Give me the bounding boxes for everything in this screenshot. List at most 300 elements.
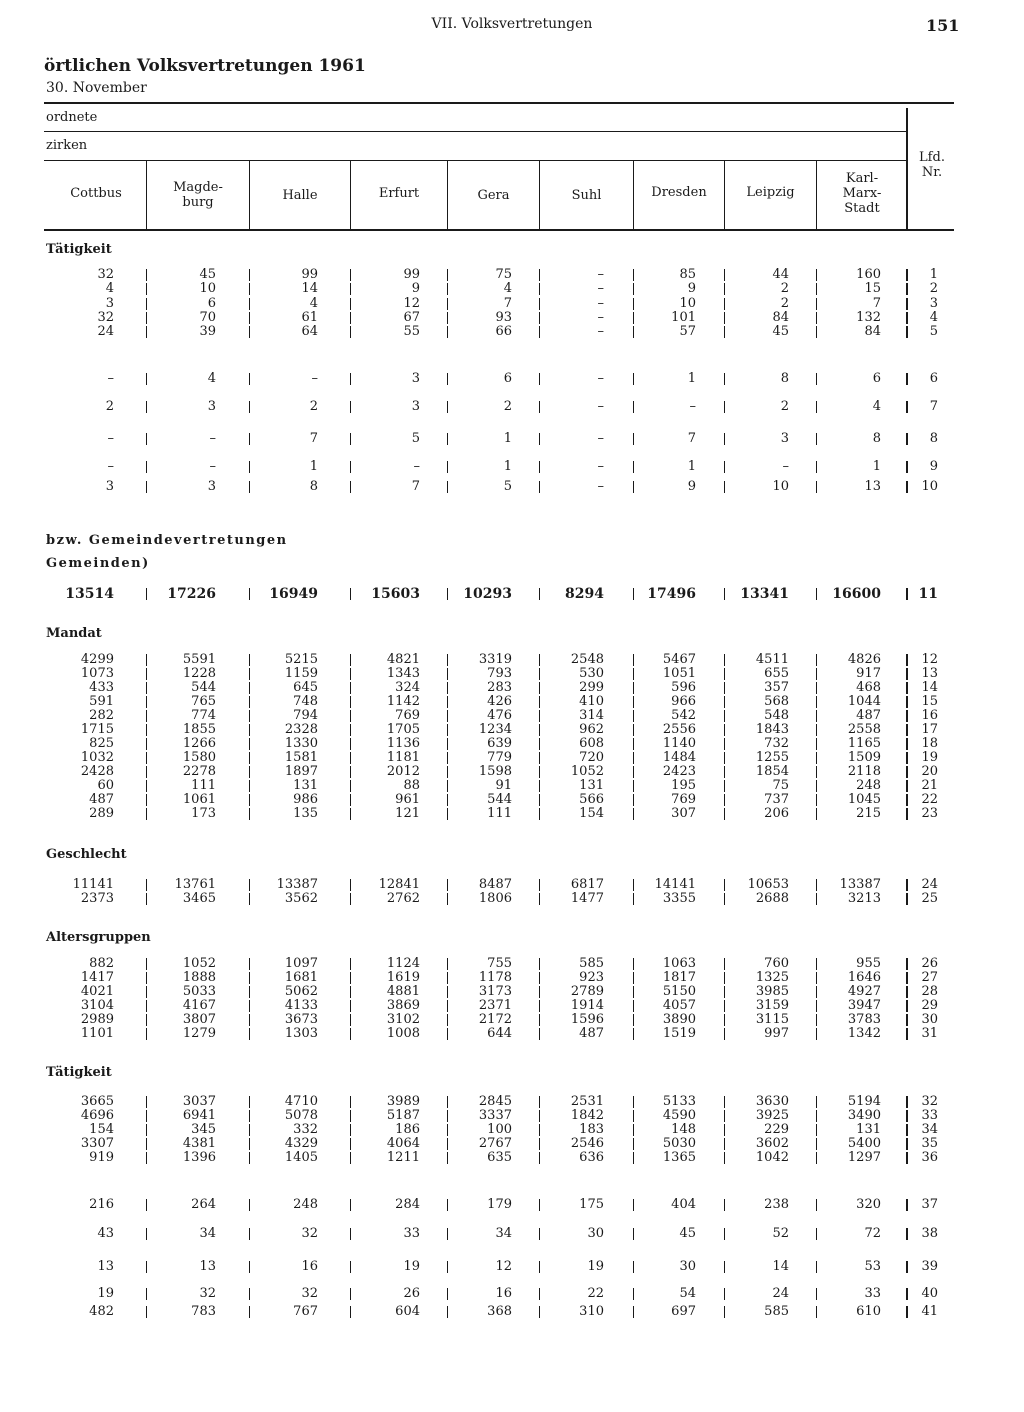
column-divider bbox=[539, 1124, 540, 1136]
column-divider bbox=[816, 1199, 817, 1211]
table-cell: 404 bbox=[671, 1197, 696, 1212]
column-divider bbox=[539, 808, 540, 820]
table-cell: 111 bbox=[487, 806, 512, 821]
table-cell: 14141 bbox=[654, 877, 696, 892]
column-divider bbox=[816, 1110, 817, 1122]
row-number: 15 bbox=[921, 694, 938, 709]
column-divider bbox=[249, 269, 250, 281]
column-divider bbox=[724, 1288, 725, 1300]
column-divider bbox=[633, 283, 634, 295]
table-cell: 3630 bbox=[755, 1094, 789, 1109]
section-label-gemeindevertretungen: bzw. Gemeindevertretungen bbox=[46, 533, 288, 548]
column-divider bbox=[146, 972, 147, 984]
table-cell: 1008 bbox=[386, 1026, 420, 1041]
table-cell: 1063 bbox=[662, 956, 696, 971]
column-divider-lfd bbox=[906, 752, 908, 764]
col-header-suhl: Suhl bbox=[571, 188, 602, 203]
table-cell: 1646 bbox=[847, 970, 881, 985]
table-cell: 11141 bbox=[72, 877, 114, 892]
column-divider bbox=[633, 1261, 634, 1273]
table-cell: – bbox=[597, 371, 604, 386]
table-cell: 1279 bbox=[182, 1026, 216, 1041]
table-cell: 3783 bbox=[847, 1012, 881, 1027]
column-divider bbox=[447, 481, 448, 493]
row-number: 7 bbox=[929, 399, 938, 414]
table-cell: 737 bbox=[764, 792, 789, 807]
table-cell: 1165 bbox=[847, 736, 881, 751]
table-cell: 216 bbox=[89, 1197, 114, 1212]
column-divider-lfd bbox=[906, 481, 908, 493]
table-cell: 17496 bbox=[647, 586, 696, 602]
table-cell: 1181 bbox=[386, 750, 420, 765]
column-divider bbox=[249, 1288, 250, 1300]
column-divider-lfd bbox=[906, 1288, 908, 1300]
table-cell: 195 bbox=[671, 778, 696, 793]
column-divider bbox=[249, 738, 250, 750]
column-divider bbox=[146, 752, 147, 764]
table-cell: 3465 bbox=[182, 891, 216, 906]
table-cell: 720 bbox=[579, 750, 604, 765]
table-cell: – bbox=[597, 267, 604, 282]
column-divider bbox=[724, 668, 725, 680]
column-divider bbox=[539, 401, 540, 413]
column-divider bbox=[447, 1124, 448, 1136]
table-cell: 10293 bbox=[463, 586, 512, 602]
table-cell: 645 bbox=[293, 680, 318, 695]
column-divider-lfd bbox=[906, 766, 908, 778]
table-cell: 75 bbox=[772, 778, 789, 793]
column-divider bbox=[146, 794, 147, 806]
column-divider bbox=[146, 588, 147, 600]
table-cell: 3 bbox=[411, 371, 420, 386]
table-cell: 1097 bbox=[284, 956, 318, 971]
column-divider bbox=[633, 682, 634, 694]
column-divider bbox=[539, 1288, 540, 1300]
column-divider bbox=[633, 1288, 634, 1300]
table-cell: 1806 bbox=[478, 891, 512, 906]
table-cell: 1061 bbox=[182, 792, 216, 807]
table-cell: 75 bbox=[495, 267, 512, 282]
table-cell: 32 bbox=[97, 310, 114, 325]
column-divider bbox=[447, 958, 448, 970]
header-bottom-rule bbox=[44, 229, 954, 231]
column-divider bbox=[146, 780, 147, 792]
column-divider bbox=[816, 373, 817, 385]
table-cell: 16600 bbox=[832, 586, 881, 602]
column-divider bbox=[816, 401, 817, 413]
table-row bbox=[0, 723, 1024, 737]
column-divider bbox=[724, 893, 725, 905]
table-cell: 4021 bbox=[80, 984, 114, 999]
column-divider bbox=[447, 752, 448, 764]
column-divider bbox=[633, 433, 634, 445]
section-label-taetigkeit-1: Tätigkeit bbox=[46, 242, 112, 257]
table-cell: 468 bbox=[856, 680, 881, 695]
column-divider bbox=[724, 588, 725, 600]
column-divider bbox=[539, 766, 540, 778]
column-divider-lfd bbox=[906, 588, 908, 600]
table-row bbox=[0, 400, 1024, 414]
table-cell: 962 bbox=[579, 722, 604, 737]
row-number: 16 bbox=[921, 708, 938, 723]
row-number: 28 bbox=[921, 984, 938, 999]
table-cell: 3 bbox=[411, 399, 420, 414]
column-divider bbox=[249, 696, 250, 708]
table-cell: 100 bbox=[487, 1122, 512, 1137]
column-divider bbox=[447, 298, 448, 310]
table-row bbox=[0, 1027, 1024, 1041]
column-divider bbox=[539, 958, 540, 970]
column-divider bbox=[539, 696, 540, 708]
column-divider bbox=[249, 298, 250, 310]
table-cell: 3490 bbox=[847, 1108, 881, 1123]
table-cell: 8 bbox=[780, 371, 789, 386]
column-divider bbox=[146, 668, 147, 680]
col-header-halle: Halle bbox=[282, 188, 318, 203]
column-divider bbox=[539, 986, 540, 998]
table-row bbox=[0, 779, 1024, 793]
table-cell: 10 bbox=[772, 479, 789, 494]
column-divider bbox=[724, 1138, 725, 1150]
row-number: 39 bbox=[921, 1259, 938, 1274]
column-divider bbox=[724, 1199, 725, 1211]
table-cell: 1 bbox=[872, 459, 881, 474]
table-cell: 2328 bbox=[284, 722, 318, 737]
table-cell: 7 bbox=[503, 296, 512, 311]
table-cell: 2 bbox=[780, 296, 789, 311]
table-cell: 568 bbox=[764, 694, 789, 709]
column-divider bbox=[816, 668, 817, 680]
table-cell: 4381 bbox=[182, 1136, 216, 1151]
table-cell: 4696 bbox=[80, 1108, 114, 1123]
table-cell: 14 bbox=[772, 1259, 789, 1274]
table-cell: 2 bbox=[105, 399, 114, 414]
column-divider bbox=[350, 481, 351, 493]
column-divider bbox=[350, 958, 351, 970]
column-divider bbox=[249, 283, 250, 295]
table-cell: 6817 bbox=[570, 877, 604, 892]
table-cell: 4821 bbox=[386, 652, 420, 667]
col-header-leipzig: Leipzig bbox=[746, 185, 795, 200]
column-divider bbox=[633, 461, 634, 473]
column-divider-lfd bbox=[906, 879, 908, 891]
column-divider bbox=[539, 724, 540, 736]
column-divider bbox=[249, 780, 250, 792]
row-number: 17 bbox=[921, 722, 938, 737]
table-cell: 5 bbox=[411, 431, 420, 446]
table-cell: 1 bbox=[309, 459, 318, 474]
table-cell: 4710 bbox=[284, 1094, 318, 1109]
table-cell: 1 bbox=[687, 371, 696, 386]
column-divider bbox=[447, 879, 448, 891]
table-cell: 91 bbox=[495, 778, 512, 793]
table-cell: 45 bbox=[679, 1226, 696, 1241]
column-divider bbox=[249, 808, 250, 820]
column-divider bbox=[539, 738, 540, 750]
column-divider bbox=[350, 654, 351, 666]
column-divider bbox=[350, 893, 351, 905]
row-number: 31 bbox=[921, 1026, 938, 1041]
table-cell: 566 bbox=[579, 792, 604, 807]
table-title: örtlichen Volksvertretungen 1961 bbox=[44, 56, 366, 76]
column-divider bbox=[350, 780, 351, 792]
column-divider bbox=[249, 401, 250, 413]
table-cell: 3037 bbox=[182, 1094, 216, 1109]
column-divider bbox=[146, 1199, 147, 1211]
row-number: 27 bbox=[921, 970, 938, 985]
column-divider bbox=[350, 1014, 351, 1026]
column-divider bbox=[350, 1288, 351, 1300]
table-cell: 3 bbox=[105, 479, 114, 494]
column-divider bbox=[146, 312, 147, 324]
row-number: 40 bbox=[921, 1286, 938, 1301]
row-number: 36 bbox=[921, 1150, 938, 1165]
table-cell: 5 bbox=[503, 479, 512, 494]
column-divider bbox=[146, 481, 147, 493]
table-cell: 179 bbox=[487, 1197, 512, 1212]
table-cell: 3 bbox=[207, 479, 216, 494]
column-divider bbox=[539, 1306, 540, 1318]
column-divider bbox=[447, 312, 448, 324]
table-cell: 10 bbox=[679, 296, 696, 311]
table-cell: 4 bbox=[207, 371, 216, 386]
table-cell: 1405 bbox=[284, 1150, 318, 1165]
column-divider bbox=[539, 1152, 540, 1164]
table-cell: 45 bbox=[199, 267, 216, 282]
table-cell: 3173 bbox=[478, 984, 512, 999]
table-cell: 5150 bbox=[662, 984, 696, 999]
table-cell: 1705 bbox=[386, 722, 420, 737]
table-cell: 12 bbox=[403, 296, 420, 311]
column-divider bbox=[539, 794, 540, 806]
column-divider bbox=[816, 588, 817, 600]
table-cell: 3989 bbox=[386, 1094, 420, 1109]
column-divider bbox=[350, 682, 351, 694]
table-cell: 1044 bbox=[847, 694, 881, 709]
table-cell: 966 bbox=[671, 694, 696, 709]
row-number: 41 bbox=[921, 1304, 938, 1319]
column-divider-lfd bbox=[906, 1228, 908, 1240]
column-divider bbox=[146, 724, 147, 736]
column-divider bbox=[350, 766, 351, 778]
table-cell: 72 bbox=[864, 1226, 881, 1241]
table-cell: 17226 bbox=[167, 586, 216, 602]
column-divider bbox=[539, 654, 540, 666]
table-cell: 32 bbox=[301, 1226, 318, 1241]
table-cell: 2556 bbox=[662, 722, 696, 737]
table-cell: 2 bbox=[780, 281, 789, 296]
table-row bbox=[0, 985, 1024, 999]
table-cell: 530 bbox=[579, 666, 604, 681]
table-row bbox=[0, 765, 1024, 779]
table-cell: 1 bbox=[503, 431, 512, 446]
table-cell: 7 bbox=[687, 431, 696, 446]
table-cell: 5194 bbox=[847, 1094, 881, 1109]
column-divider bbox=[350, 312, 351, 324]
table-row bbox=[0, 737, 1024, 751]
column-divider bbox=[539, 461, 540, 473]
group-label-ordnete: ordnete bbox=[46, 110, 98, 125]
table-cell: 2688 bbox=[755, 891, 789, 906]
table-cell: 6 bbox=[872, 371, 881, 386]
table-cell: 16 bbox=[301, 1259, 318, 1274]
table-cell: 1619 bbox=[386, 970, 420, 985]
table-cell: 596 bbox=[671, 680, 696, 695]
table-cell: 919 bbox=[89, 1150, 114, 1165]
column-divider bbox=[539, 588, 540, 600]
column-divider bbox=[146, 1014, 147, 1026]
table-cell: 1417 bbox=[80, 970, 114, 985]
column-divider bbox=[724, 780, 725, 792]
column-divider bbox=[724, 724, 725, 736]
table-cell: – bbox=[209, 459, 216, 474]
table-cell: 299 bbox=[579, 680, 604, 695]
table-cell: 433 bbox=[89, 680, 114, 695]
column-divider bbox=[816, 958, 817, 970]
table-cell: 2531 bbox=[570, 1094, 604, 1109]
table-cell: 4057 bbox=[662, 998, 696, 1013]
table-cell: 3159 bbox=[755, 998, 789, 1013]
running-title: VII. Volksvertretungen bbox=[431, 16, 593, 32]
column-divider bbox=[447, 1014, 448, 1026]
column-divider bbox=[633, 298, 634, 310]
column-divider bbox=[249, 461, 250, 473]
column-divider bbox=[816, 738, 817, 750]
table-cell: 57 bbox=[679, 324, 696, 339]
table-cell: 282 bbox=[89, 708, 114, 723]
column-divider bbox=[447, 1228, 448, 1240]
table-cell: – bbox=[311, 371, 318, 386]
column-divider bbox=[146, 461, 147, 473]
column-divider bbox=[724, 326, 725, 338]
column-divider bbox=[633, 893, 634, 905]
header-vline bbox=[816, 161, 817, 229]
column-divider bbox=[350, 1261, 351, 1273]
table-cell: 3602 bbox=[755, 1136, 789, 1151]
row-number: 37 bbox=[921, 1197, 938, 1212]
table-row bbox=[0, 695, 1024, 709]
column-divider bbox=[447, 1199, 448, 1211]
column-divider bbox=[350, 1306, 351, 1318]
row-number: 24 bbox=[921, 877, 938, 892]
table-cell: 13387 bbox=[839, 877, 881, 892]
column-divider-lfd bbox=[906, 433, 908, 445]
table-cell: – bbox=[597, 324, 604, 339]
table-cell: 154 bbox=[89, 1122, 114, 1137]
column-divider-lfd bbox=[906, 1000, 908, 1012]
table-cell: 10 bbox=[199, 281, 216, 296]
table-cell: 16949 bbox=[269, 586, 318, 602]
table-cell: 8294 bbox=[565, 586, 604, 602]
column-divider bbox=[724, 1152, 725, 1164]
table-cell: 314 bbox=[579, 708, 604, 723]
column-divider bbox=[249, 752, 250, 764]
table-cell: 1598 bbox=[478, 764, 512, 779]
table-cell: 769 bbox=[395, 708, 420, 723]
table-cell: 61 bbox=[301, 310, 318, 325]
column-divider bbox=[816, 766, 817, 778]
table-row bbox=[0, 460, 1024, 474]
column-divider bbox=[724, 461, 725, 473]
table-cell: 54 bbox=[679, 1286, 696, 1301]
table-cell: 1266 bbox=[182, 736, 216, 751]
table-cell: 4064 bbox=[386, 1136, 420, 1151]
column-divider bbox=[539, 1110, 540, 1122]
column-divider bbox=[816, 1261, 817, 1273]
column-divider bbox=[447, 696, 448, 708]
column-divider bbox=[249, 710, 250, 722]
table-cell: 15 bbox=[864, 281, 881, 296]
table-cell: 1519 bbox=[662, 1026, 696, 1041]
column-divider bbox=[633, 1000, 634, 1012]
column-divider bbox=[447, 794, 448, 806]
column-divider bbox=[447, 808, 448, 820]
table-cell: 12 bbox=[495, 1259, 512, 1274]
column-divider bbox=[249, 1261, 250, 1273]
column-divider bbox=[816, 1138, 817, 1150]
column-divider bbox=[146, 1110, 147, 1122]
table-cell: 99 bbox=[301, 267, 318, 282]
column-divider bbox=[724, 1096, 725, 1108]
table-cell: – bbox=[597, 399, 604, 414]
table-row bbox=[0, 268, 1024, 282]
row-number: 33 bbox=[921, 1108, 938, 1123]
column-divider bbox=[816, 654, 817, 666]
table-cell: 4 bbox=[872, 399, 881, 414]
table-cell: – bbox=[209, 431, 216, 446]
column-divider bbox=[816, 1014, 817, 1026]
table-cell: 1330 bbox=[284, 736, 318, 751]
table-cell: 917 bbox=[856, 666, 881, 681]
table-cell: 5215 bbox=[284, 652, 318, 667]
table-cell: 986 bbox=[293, 792, 318, 807]
table-cell: 4881 bbox=[386, 984, 420, 999]
table-cell: 2 bbox=[780, 399, 789, 414]
table-cell: 1 bbox=[687, 459, 696, 474]
table-cell: 644 bbox=[487, 1026, 512, 1041]
table-cell: 332 bbox=[293, 1122, 318, 1137]
column-divider bbox=[816, 696, 817, 708]
table-cell: 215 bbox=[856, 806, 881, 821]
column-divider-lfd bbox=[906, 682, 908, 694]
column-divider bbox=[633, 1306, 634, 1318]
table-cell: – bbox=[782, 459, 789, 474]
column-divider bbox=[447, 461, 448, 473]
section-label-altersgruppen: Altersgruppen bbox=[46, 930, 151, 945]
table-cell: 13341 bbox=[740, 586, 789, 602]
column-divider bbox=[539, 1028, 540, 1040]
column-divider bbox=[816, 794, 817, 806]
table-row bbox=[0, 282, 1024, 296]
column-divider bbox=[539, 433, 540, 445]
column-divider-lfd bbox=[906, 808, 908, 820]
table-cell: 264 bbox=[191, 1197, 216, 1212]
column-divider bbox=[724, 682, 725, 694]
table-cell: 410 bbox=[579, 694, 604, 709]
table-cell: 320 bbox=[856, 1197, 881, 1212]
table-cell: 779 bbox=[487, 750, 512, 765]
table-cell: 67 bbox=[403, 310, 420, 325]
column-divider bbox=[146, 401, 147, 413]
column-divider bbox=[539, 1199, 540, 1211]
table-cell: 13761 bbox=[174, 877, 216, 892]
row-number: 11 bbox=[918, 586, 938, 602]
table-cell: 248 bbox=[856, 778, 881, 793]
column-divider bbox=[350, 972, 351, 984]
table-cell: 5400 bbox=[847, 1136, 881, 1151]
column-divider bbox=[724, 1000, 725, 1012]
column-divider bbox=[724, 373, 725, 385]
